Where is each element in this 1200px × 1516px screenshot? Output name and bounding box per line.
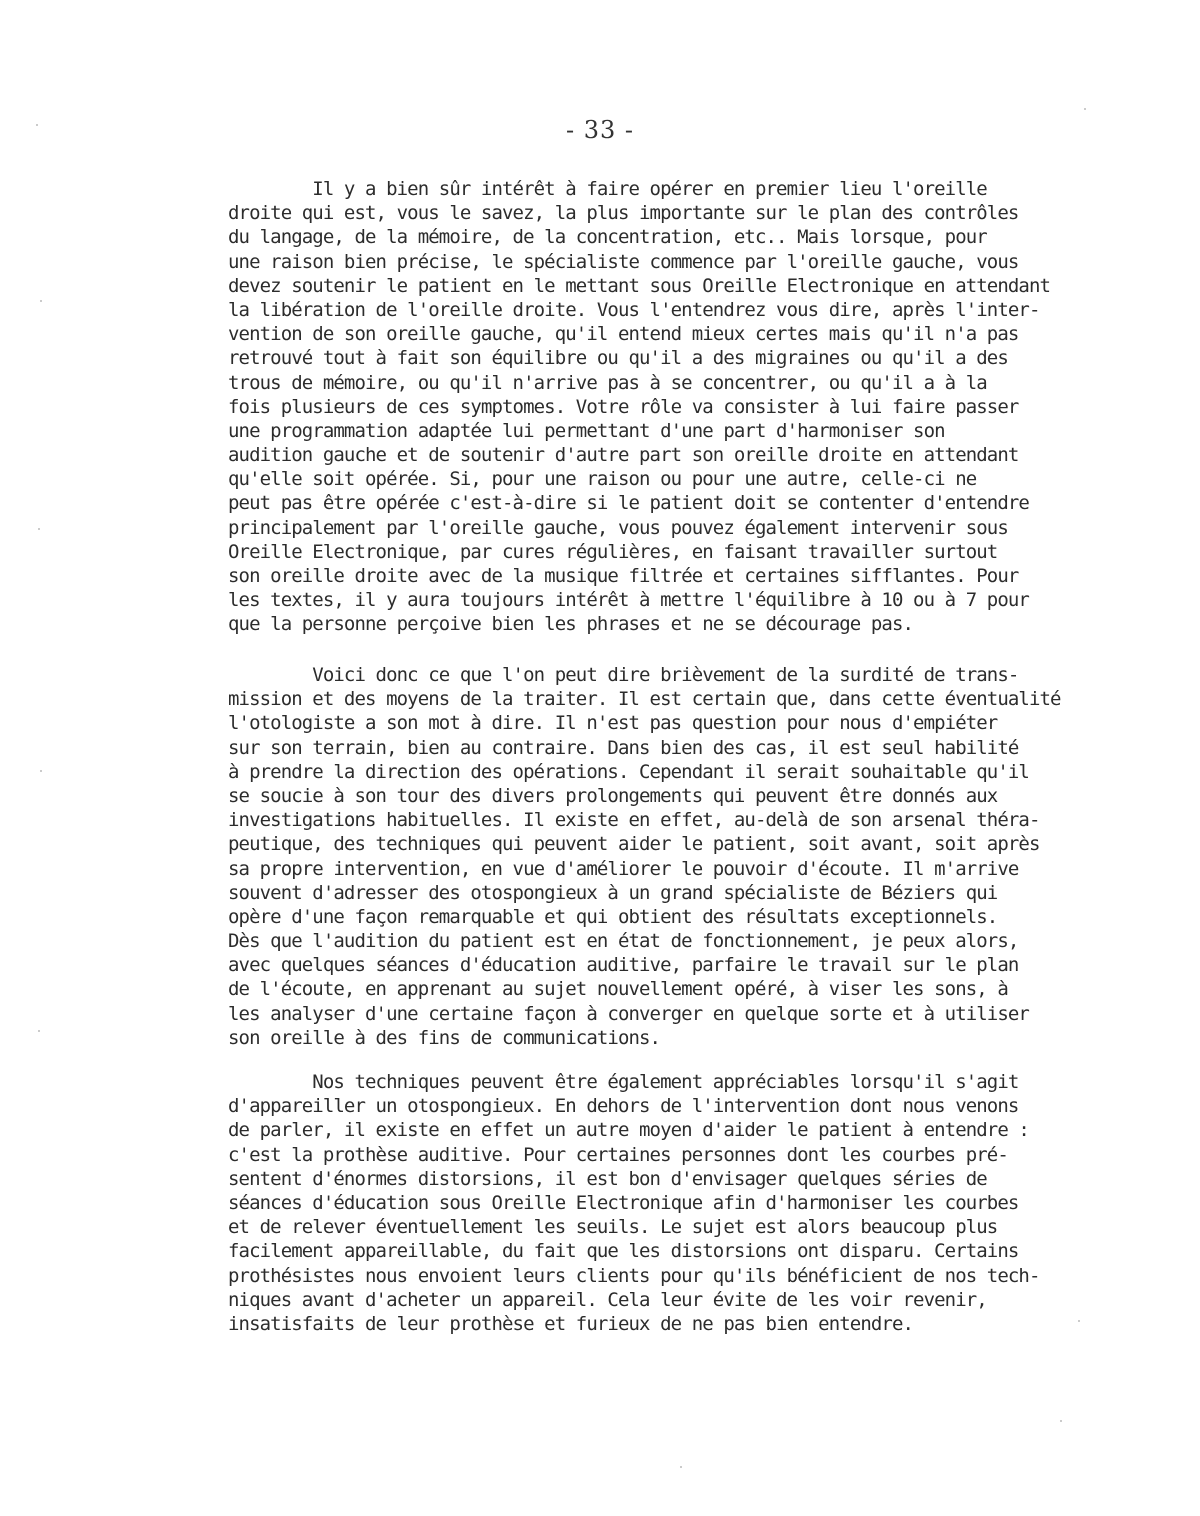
text-line: une programmation adaptée lui permettant d'une part d'harmoniser son <box>228 419 945 442</box>
text-line: Dès que l'audition du patient est en état de fonctionnement, je peux alors, <box>228 930 1019 953</box>
text-line: vention de son oreille gauche, qu'il entend mieux certes mais qu'il n'a pas <box>228 323 1019 346</box>
scan-speck <box>1060 1420 1062 1422</box>
text-line: facilement appareillable, du fait que les distorsions ont disparu. Certains <box>228 1240 1019 1263</box>
text-line: les textes, il y aura toujours intérêt à mettre l'équilibre à 10 ou à 7 pour <box>228 589 1029 612</box>
text-line: investigations habituelles. Il existe en effet, au-delà de son arsenal théra- <box>228 809 1040 832</box>
text-line: peut pas être opérée c'est-à-dire si le patient doit se contenter d'entendre <box>228 492 1029 515</box>
text-line: la libération de l'oreille droite. Vous l'entendrez vous dire, après l'inter- <box>228 298 1040 321</box>
scan-speck <box>36 124 38 126</box>
text-line: peutique, des techniques qui peuvent aider le patient, soit avant, soit après <box>228 833 1040 856</box>
text-line: sa propre intervention, en vue d'améliorer le pouvoir d'écoute. Il m'arrive <box>228 857 1019 880</box>
page-number: - 33 - <box>565 116 634 144</box>
paragraph-3 <box>228 1070 1148 1336</box>
text-line: retrouvé tout à fait son équilibre ou qu'il a des migraines ou qu'il a des <box>228 347 1008 370</box>
text-line: l'otologiste a son mot à dire. Il n'est pas question pour nous d'empiéter <box>228 712 998 735</box>
text-line: prothésistes nous envoient leurs clients pour qu'ils bénéficient de nos tech- <box>228 1264 1040 1287</box>
text-line: d'appareiller un otospongieux. En dehors de l'intervention dont nous venons <box>228 1095 1019 1118</box>
text-line: niques avant d'acheter un appareil. Cela leur évite de les voir revenir, <box>228 1288 987 1311</box>
scan-speck <box>38 1030 40 1032</box>
scan-speck <box>40 770 42 772</box>
text-line: mission et des moyens de la traiter. Il est certain que, dans cette éventualité <box>228 688 1061 711</box>
paragraph-1 <box>228 177 1148 637</box>
scan-speck <box>680 1466 682 1468</box>
text-line: de parler, il existe en effet un autre moyen d'aider le patient à entendre : <box>228 1119 1029 1142</box>
scan-speck <box>1084 108 1086 110</box>
text-line: qu'elle soit opérée. Si, pour une raison ou pour une autre, celle-ci ne <box>228 468 977 491</box>
text-line: du langage, de la mémoire, de la concentration, etc.. Mais lorsque, pour <box>228 226 987 249</box>
text-line: Oreille Electronique, par cures régulières, en faisant travailler surtout <box>228 540 998 563</box>
text-line: avec quelques séances d'éducation auditive, parfaire le travail sur le plan <box>228 954 1019 977</box>
scan-speck <box>40 300 42 302</box>
text-line: de l'écoute, en apprenant au sujet nouvellement opéré, à viser les sons, à <box>228 978 1008 1001</box>
text-line: sur son terrain, bien au contraire. Dans bien des cas, il est seul habilité <box>228 736 1019 759</box>
text-line: droite qui est, vous le savez, la plus importante sur le plan des contrôles <box>228 202 1019 225</box>
text-line: Il y a bien sûr intérêt à faire opérer en premier lieu l'oreille <box>228 178 987 200</box>
text-line: fois plusieurs de ces symptomes. Votre rôle va consister à lui faire passer <box>228 395 1019 418</box>
text-line: devez soutenir le patient en le mettant sous Oreille Electronique en attendant <box>228 274 1051 297</box>
text-line: séances d'éducation sous Oreille Electronique afin d'harmoniser les courbes <box>228 1191 1019 1214</box>
text-line: à prendre la direction des opérations. Cependant il serait souhaitable qu'il <box>228 760 1029 783</box>
text-line: son oreille droite avec de la musique filtrée et certaines sifflantes. Pour <box>228 565 1019 587</box>
text-line: les analyser d'une certaine façon à converger en quelque sorte et à utiliser <box>228 1002 1029 1025</box>
scan-speck <box>38 528 40 530</box>
text-line: souvent d'adresser des otospongieux à un grand spécialiste de Béziers qui <box>228 881 998 904</box>
scan-speck <box>1078 1320 1080 1322</box>
text-line: sentent d'énormes distorsions, il est bon d'envisager quelques séries de <box>228 1167 987 1190</box>
text-line: trous de mémoire, ou qu'il n'arrive pas à se concentrer, ou qu'il a à la <box>228 371 987 394</box>
text-line: insatisfaits de leur prothèse et furieux de ne pas bien entendre. <box>228 1312 914 1335</box>
text-line: opère d'une façon remarquable et qui obtient des résultats exceptionnels. <box>228 905 998 928</box>
text-line: Voici donc ce que l'on peut dire brièvement de la surdité de trans- <box>228 664 1019 686</box>
text-line: se soucie à son tour des divers prolongements qui peuvent être donnés aux <box>228 784 998 807</box>
text-line: c'est la prothèse auditive. Pour certaines personnes dont les courbes pré- <box>228 1143 1008 1166</box>
text-line: audition gauche et de soutenir d'autre part son oreille droite en attendant <box>228 444 1019 467</box>
text-line: Nos techniques peuvent être également appréciables lorsqu'il s'agit <box>228 1071 1019 1093</box>
text-line: que la personne perçoive bien les phrases et ne se décourage pas. <box>228 613 914 636</box>
text-line: principalement par l'oreille gauche, vous pouvez également intervenir sous <box>228 516 1008 539</box>
paragraph-2 <box>228 663 1148 1050</box>
text-line: son oreille à des fins de communications. <box>228 1026 661 1049</box>
text-line: et de relever éventuellement les seuils. Le sujet est alors beaucoup plus <box>228 1216 998 1239</box>
text-line: une raison bien précise, le spécialiste commence par l'oreille gauche, vous <box>228 250 1019 273</box>
